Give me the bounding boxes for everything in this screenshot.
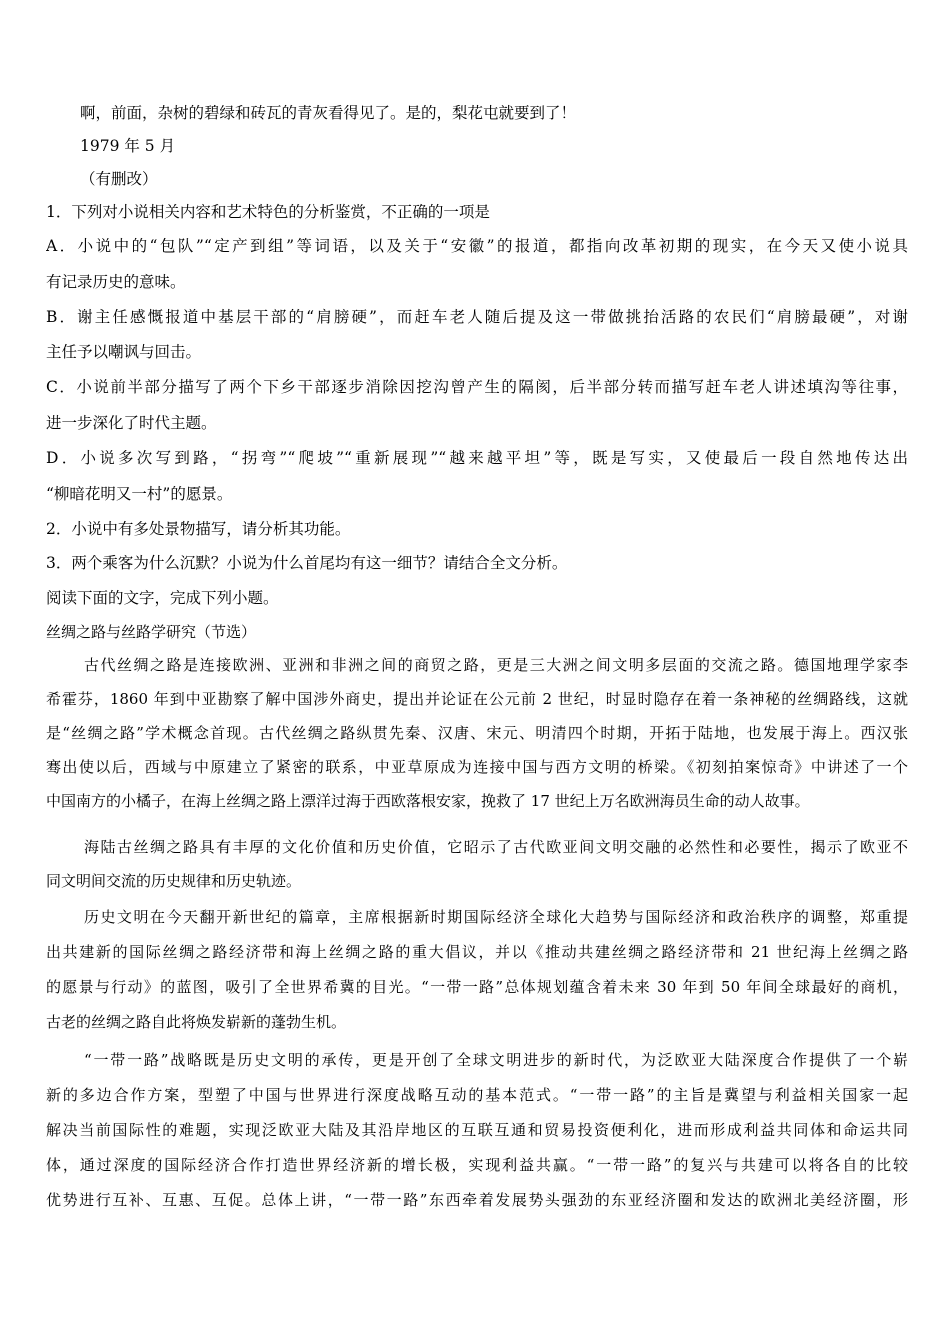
story-date: 1979 年 5 月 [80,137,176,155]
passage-p2-line: 同文明间交流的历史规律和历史轨迹。 [46,872,302,890]
question-2: 2．小说中有多处景物描写，请分析其功能。 [46,520,351,538]
passage-p1-line: 骞出使以后，西域与中原建立了紧密的联系，中亚草原成为连接中国与西方文明的桥梁。《初刻拍案惊奇》中讲述了一个 [46,758,908,776]
option-d-line-2: “柳暗花明又一村”的愿景。 [46,485,233,503]
passage-p3-line: 历史文明在今天翻开新世纪的篇章，主席根据新时期国际经济全球化大趋势与国际经济和政治秩序的调整，郑重提 [84,908,908,926]
option-b-line-1: B．谢主任感慨报道中基层干部的“肩膀硬”，而赶车老人随后提及这一带做挑抬活路的农民们“肩膀最硬”，对谢 [46,308,908,326]
passage-p4-line: 体，通过深度的国际经济合作打造世界经济新的增长极，实现利益共赢。“一带一路”的复兴与共建可以将各自的比较 [46,1156,908,1174]
story-note: （有删改） [80,170,158,188]
option-a-line-1: A．小说中的“包队”“定产到组”等词语，以及关于“安徽”的报道，都指向改革初期的现实，在今天又使小说具 [46,237,908,255]
passage-p3-line: 古老的丝绸之路自此将焕发崭新的蓬勃生机。 [46,1013,347,1031]
passage-p4-line: 解决当前国际性的难题，实现泛欧亚大陆及其沿岸地区的互联互通和贸易投资便利化，进而形成利益共同体和命运共同 [46,1121,908,1139]
passage-p2-line: 海陆古丝绸之路具有丰厚的文化价值和历史价值，它昭示了古代欧亚间文明交融的必然性和必要性，揭示了欧亚不 [84,838,908,856]
question-3: 3．两个乘客为什么沉默？小说为什么首尾均有这一细节？请结合全文分析。 [46,554,568,572]
reading-instruction: 阅读下面的文字，完成下列小题。 [46,589,279,607]
passage-p4-line: “一带一路”战略既是历史文明的承传，更是开创了全球文明进步的新时代，为泛欧亚大陆深度合作提供了一个崭 [84,1051,908,1069]
option-c-line-1: C．小说前半部分描写了两个下乡干部逐步消除因挖沟曾产生的隔阂，后半部分转而描写赶车老人讲述填沟等往事， [46,378,908,396]
option-b-line-2: 主任予以嘲讽与回击。 [46,343,202,361]
question-1-stem: 1．下列对小说相关内容和艺术特色的分析鉴赏，不正确的一项是 [46,203,490,221]
passage-p3-line: 出共建新的国际丝绸之路经济带和海上丝绸之路的重大倡议，并以《推动共建丝绸之路经济带和 21 世纪海上丝绸之路 [46,943,908,961]
passage-p1-line: 中国南方的小橘子，在海上丝绸之路上漂洋过海于西欧落根安家，挽救了 17 世纪上万名欧洲海员生命的动人故事。 [46,792,810,810]
option-c-line-2: 进一步深化了时代主题。 [46,414,217,432]
passage-p4-line: 优势进行互补、互惠、互促。总体上讲，“一带一路”东西牵着发展势头强劲的东亚经济圈和发达的欧洲北美经济圈，形 [46,1191,908,1209]
passage-p1-line: 是“丝绸之路”学术概念首现。古代丝绸之路纵贯先秦、汉唐、宋元、明清四个时期，开拓于陆地，也发展于海上。西汉张 [46,724,908,742]
passage-title: 丝绸之路与丝路学研究（节选） [46,623,257,641]
passage-p1-line: 希霍芬，1860 年到中亚勘察了解中国涉外商史，提出并论证在公元前 2 世纪，时显时隐存在着一条神秘的丝绸路线，这就 [46,690,908,708]
option-d-line-1: D．小说多次写到路，“拐弯”“爬坡”“重新展现”“越来越平坦”等，既是写实，又使最后一段自然地传达出 [46,449,908,467]
passage-p1-line: 古代丝绸之路是连接欧洲、亚洲和非洲之间的商贸之路，更是三大洲之间文明多层面的交流之路。德国地理学家李 [84,656,908,674]
option-a-line-2: 有记录历史的意味。 [46,273,186,291]
passage-p4-line: 新的多边合作方案，型塑了中国与世界进行深度战略互动的基本范式。“一带一路”的主旨是冀望与利益相关国家一起 [46,1086,908,1104]
story-closing-line: 啊，前面，杂树的碧绿和砖瓦的青灰看得见了。是的，梨花屯就要到了！ [80,104,577,122]
passage-p3-line: 的愿景与行动》的蓝图，吸引了全世界希冀的目光。“一带一路”总体规划蕴含着未来 30 年到 50 年间全球最好的商机， [46,978,908,996]
